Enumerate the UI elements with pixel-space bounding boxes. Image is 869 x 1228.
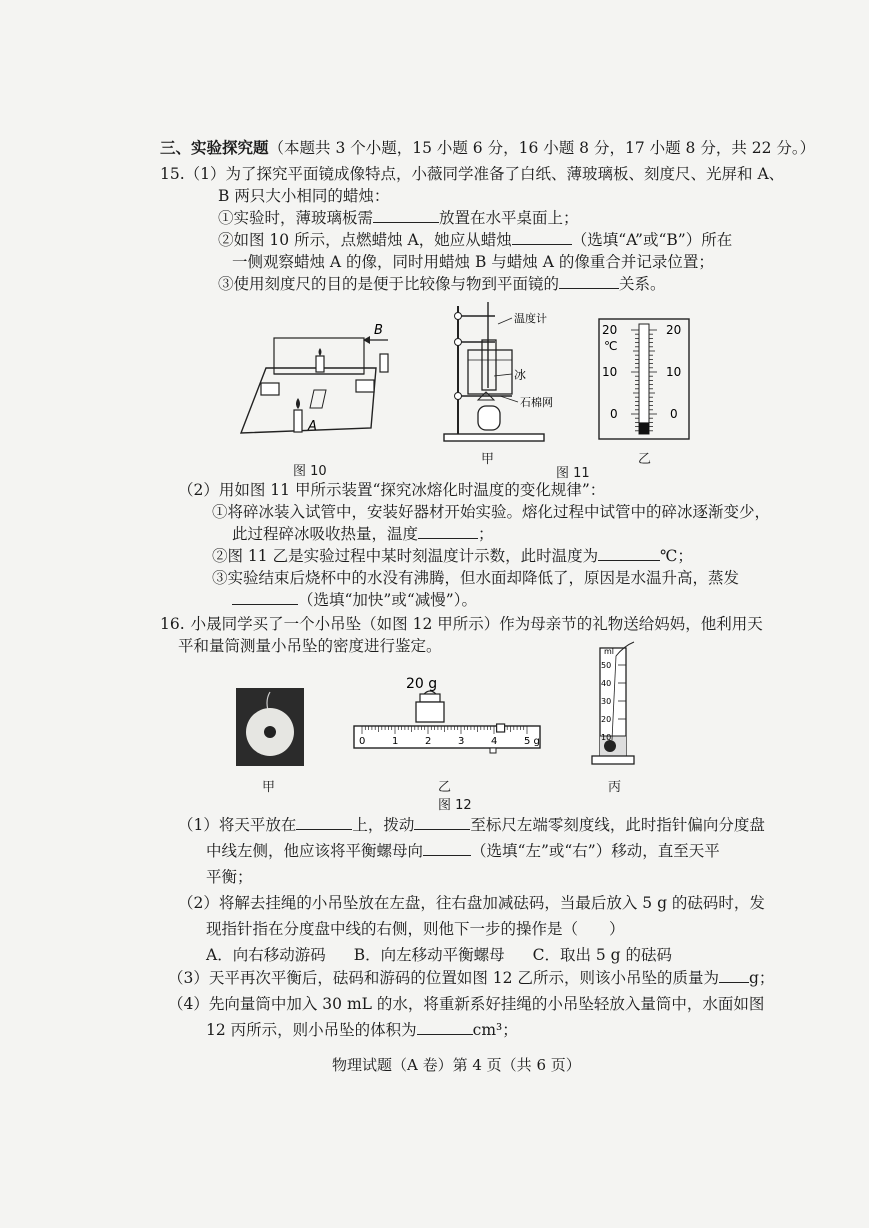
thermometer-tick-20-left: 20: [602, 323, 618, 337]
figure-12-bing-cylinder: [588, 640, 648, 770]
q15-item2: ②如图 10 所示，点燃蜡烛 A，她应从蜡烛 （选填“A”或“B”）所在: [218, 231, 733, 249]
q16-options: [206, 945, 672, 965]
section-note: （本题共 3 个小题，15 小题 6 分，16 小题 8 分，17 小题 8 分，共 22 分。）: [268, 139, 816, 157]
figure-11-gauze-label: 石棉网: [520, 396, 553, 409]
scale-rider-mark: [490, 748, 496, 753]
thermometer-tick-10-left: 10: [602, 365, 618, 379]
figure-10-mirror-setup: [236, 318, 406, 448]
q15-item2-blank[interactable]: [512, 230, 572, 245]
thermometer-tick-10-right: 10: [666, 365, 682, 379]
q16-s4-blank[interactable]: [417, 1020, 473, 1035]
q15-part2-intro: （2）用如图 11 甲所示装置“探究冰熔化时温度的变化规律”：: [178, 481, 606, 499]
q15-item1-blank[interactable]: [373, 208, 439, 223]
q16-option-c[interactable]: C．取出 5 g 的砝码: [532, 946, 673, 964]
figure-12-yi-balance-scale: [350, 670, 544, 762]
q15-p2-item3-a: ③实验结束后烧杯中的水没有沸腾，但水面却降低了，原因是水温升高，蒸发: [212, 569, 740, 587]
q15-item3-blank[interactable]: [559, 274, 619, 289]
thermometer-tick-0-left: 0: [610, 407, 618, 421]
q16-s1-a: （1）将天平放在 上，拨动 至标尺左端零刻度线，此时指针偏向分度盘: [178, 816, 765, 834]
q16-option-a[interactable]: A．向右移动游码: [206, 946, 326, 964]
q16-number: 16.: [160, 615, 185, 633]
cylinder-tick-20: 20: [601, 715, 612, 724]
scale-tick-label: 3: [458, 736, 465, 747]
thermometer-unit: ℃: [604, 339, 618, 353]
figure-11-yi-thermometer: [598, 318, 690, 440]
figure-11-jia-apparatus: [440, 296, 570, 446]
q15-p2-item2-blank[interactable]: [598, 546, 660, 561]
thermometer-tick-20-right: 20: [666, 323, 682, 337]
figure-12-jia-pendant-photo: [236, 688, 304, 766]
figure-11-sub-yi: 乙: [638, 452, 652, 467]
q15-item1: ①实验时，薄玻璃板需 放置在水平桌面上；: [218, 209, 579, 227]
figure-10-caption: 图 10: [293, 464, 327, 479]
figure-12-sub-bing: 丙: [608, 780, 622, 795]
thermometer-tick-0-right: 0: [670, 407, 678, 421]
figure-11-sub-jia: 甲: [481, 452, 495, 467]
q15-part1-intro-b: B 两只大小相同的蜡烛：: [218, 187, 390, 205]
figure-10-label-b: B: [374, 323, 383, 338]
q15-item3: ③使用刻度尺的目的是便于比较像与物到平面镜的 关系。: [218, 275, 666, 293]
cylinder-tick-40: 40: [601, 679, 612, 688]
q16-s3: （3）天平再次平衡后，砝码和游码的位置如图 12 乙所示，则该小吊坠的质量为 g；: [168, 969, 775, 987]
figure-12-caption: 图 12: [438, 798, 472, 813]
q15-p2-item1-blank[interactable]: [418, 524, 478, 539]
q16-s3-blank[interactable]: [719, 968, 749, 983]
section-title: 三、实验探究题: [160, 138, 269, 157]
q15-item2-b: 一侧观察蜡烛 A 的像，同时用蜡烛 B 与蜡烛 A 的像重合并记录位置；: [232, 253, 714, 271]
q16-option-b[interactable]: B．向左移动平衡螺母: [353, 946, 505, 964]
figure-11-thermometer-label: 温度计: [514, 312, 547, 325]
cylinder-tick-30: 30: [601, 697, 612, 706]
figure-12-sub-yi: 乙: [438, 780, 452, 795]
figure-11-ice-label: 冰: [514, 368, 527, 382]
q16-s2-a: （2）将解去挂绳的小吊坠放在左盘，往右盘加减砝码，当最后放入 5 g 的砝码时，发: [178, 894, 765, 912]
page-footer: 物理试题（A 卷）第 4 页（共 6 页）: [332, 1056, 581, 1074]
figure-11-caption: 图 11: [556, 466, 590, 481]
q16-s4-b: 12 丙所示，则小吊坠的体积为 cm³；: [206, 1021, 518, 1039]
q16-s1-c: 平衡；: [206, 868, 253, 886]
weight-label: 20 g: [406, 676, 438, 692]
q16-s4-a: （4）先向量筒中加入 30 mL 的水，将重新系好挂绳的小吊坠轻放入量筒中，水面如图: [168, 995, 765, 1013]
q15-p2-item1-a: ①将碎冰装入试管中，安装好器材开始实验。熔化过程中试管中的碎冰逐渐变少，: [212, 503, 771, 521]
q15-p2-item3-blank[interactable]: [232, 590, 298, 605]
thermometer-liquid-column: [639, 422, 649, 434]
figure-12-sub-jia: 甲: [262, 780, 276, 795]
pendant-image: [236, 688, 304, 766]
cylinder-tick-10: 10: [601, 733, 612, 742]
q16-s1-blank1[interactable]: [296, 815, 352, 830]
scale-tick-label: 1: [392, 736, 399, 747]
q15-part1-intro: （1）为了探究平面镜成像特点，小薇同学准备了白纸、薄玻璃板、刻度尺、光屏和 A、: [184, 165, 785, 183]
q15-number: 15.: [160, 165, 185, 183]
q16-s1-blank3[interactable]: [423, 841, 471, 856]
q16-s2-b: 现指针指在分度盘中线的右侧，则他下一步的操作是（ ）: [206, 920, 625, 938]
q15-p2-item3-b: （选填“加快”或“减慢”）。: [232, 590, 477, 610]
scale-tick-label: 4: [491, 736, 498, 747]
q16-s1-b: 中线左侧，他应该将平衡螺母向 （选填“左”或“右”）移动，直至天平: [206, 842, 720, 860]
scale-rider: [497, 724, 505, 732]
q16-s1-blank2[interactable]: [414, 815, 470, 830]
q16-intro-a: 16. 小晟同学买了一个小吊坠（如图 12 甲所示）作为母亲节的礼物送给妈妈，他利用天: [160, 615, 763, 633]
figure-10-label-a: A: [308, 419, 317, 434]
q15-p2-item2: ②图 11 乙是实验过程中某时刻温度计示数，此时温度为 ℃；: [212, 547, 693, 565]
scale-tick-label: 0: [359, 736, 366, 747]
q16-intro-b: 平和量筒测量小吊坠的密度进行鉴定。: [178, 637, 442, 655]
cylinder-tick-50: 50: [601, 661, 612, 670]
cylinder-unit: ml: [604, 647, 615, 656]
q15-p2-item1-b: 此过程碎冰吸收热量，温度 ；: [232, 525, 494, 543]
scale-tick-label: 2: [425, 736, 432, 747]
q15-intro-line: [160, 164, 784, 184]
scale-tick-label: 5 g: [524, 736, 540, 747]
